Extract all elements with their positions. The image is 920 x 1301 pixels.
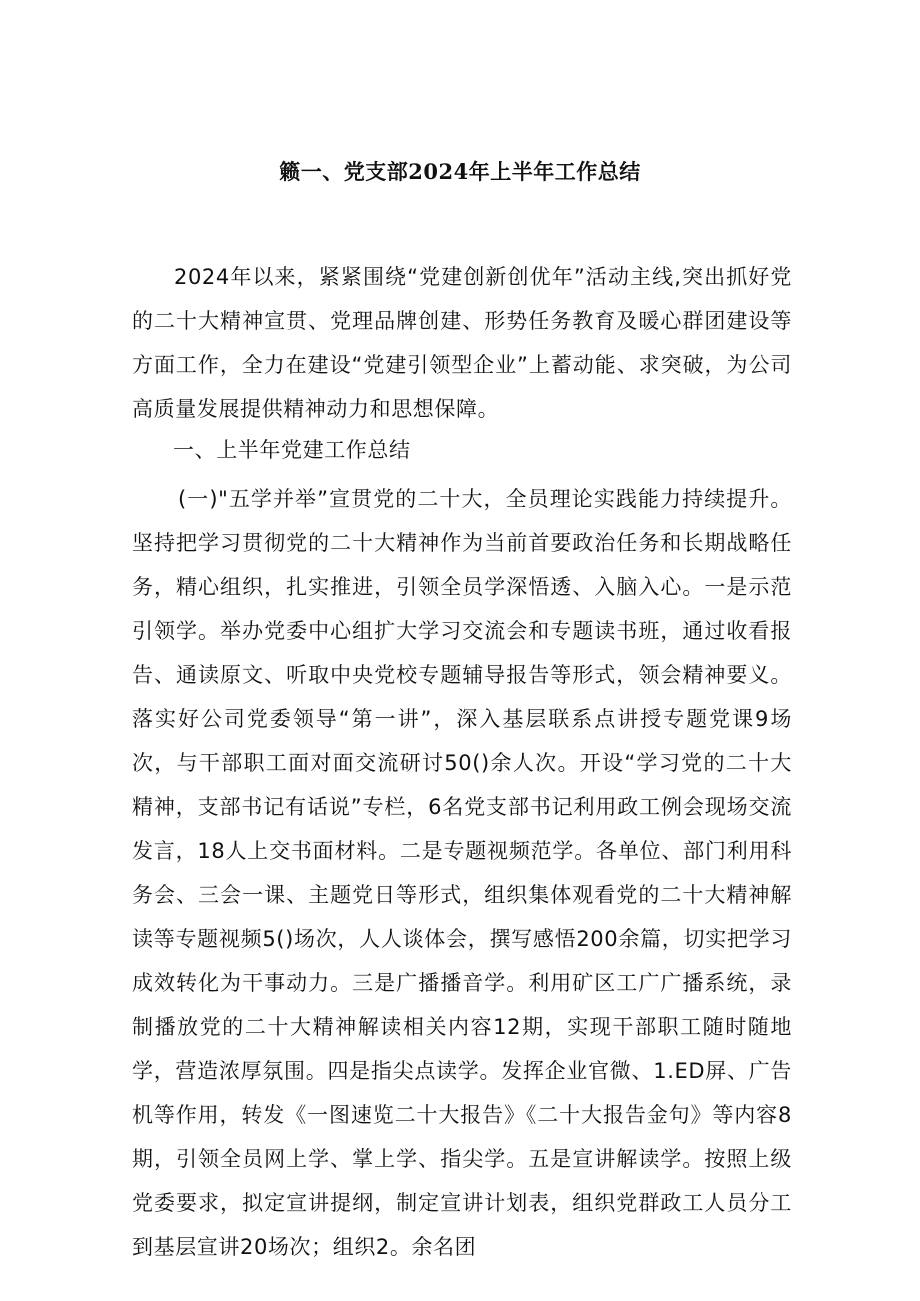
section-paragraph-lead: (一)"五学并举”宣贯党的二十大，全员理论实践能力持续提升。 [178, 487, 792, 511]
intro-paragraph: 2024年以来，紧紧围绕“党建创新创优年”活动主线,突出抓好党的二十大精神宣贯、党理品牌创建、形势任务教育及暖心群团建设等方面工作，全力在建设“党建引领型企业”上蓄动能、求突破，为公司高质量发展提供精神动力和思想保障。 [132, 265, 792, 421]
section-heading: 一、上半年党建工作总结 [173, 438, 411, 462]
section-paragraph [132, 477, 792, 1269]
document-title: 籁一、党支部2024年上半年工作总结 [279, 159, 641, 184]
section-paragraph-body: 坚持把学习贯彻党的二十大精神作为当前首要政治任务和长期战略任务，精心组织，扎实推进，引领全员学深悟透、入脑入心。一是示范引领学。举办党委中心组扩大学习交流会和专题读书班，通过收看报告、通读原文、听取中央党校专题辅导报告等形式，领会精神要义。落实好公司党委领导“第一讲”，深入基层联系点讲授专题党课9场次，与干部职工面对面交流研讨50()余人次。开设“学习党的二十大精神，支部书记有话说”专栏，6名党支部书记利用政工例会现场交流发言，18人上交书面材料。二是专题视频范学。各单位、部门利用科务会、三会一课、主题党日等形式，组织集体观看党的二十大精神解读等专题视频5()场次，人人谈体会，撰写感悟200余篇，切实把学习成效转化为干事动力。三是广播播音学。利用矿区工广广播系统，录制播放党的二十大精神解读相关内容12期，实现干部职工随时随地学，营造浓厚氛围。四是指尖点读学。发挥企业官微、1.ED屏、广告机等作用，转发《一图速览二十大报告》《二十大报告金句》等内容8期，引领全员网上学、掌上学、指尖学。五是宣讲解读学。按照上级党委要求，拟定宣讲提纲，制定宣讲计划表，组织党群政工人员分工到基层宣讲20场次；组织2。余名团 [132, 531, 792, 1259]
